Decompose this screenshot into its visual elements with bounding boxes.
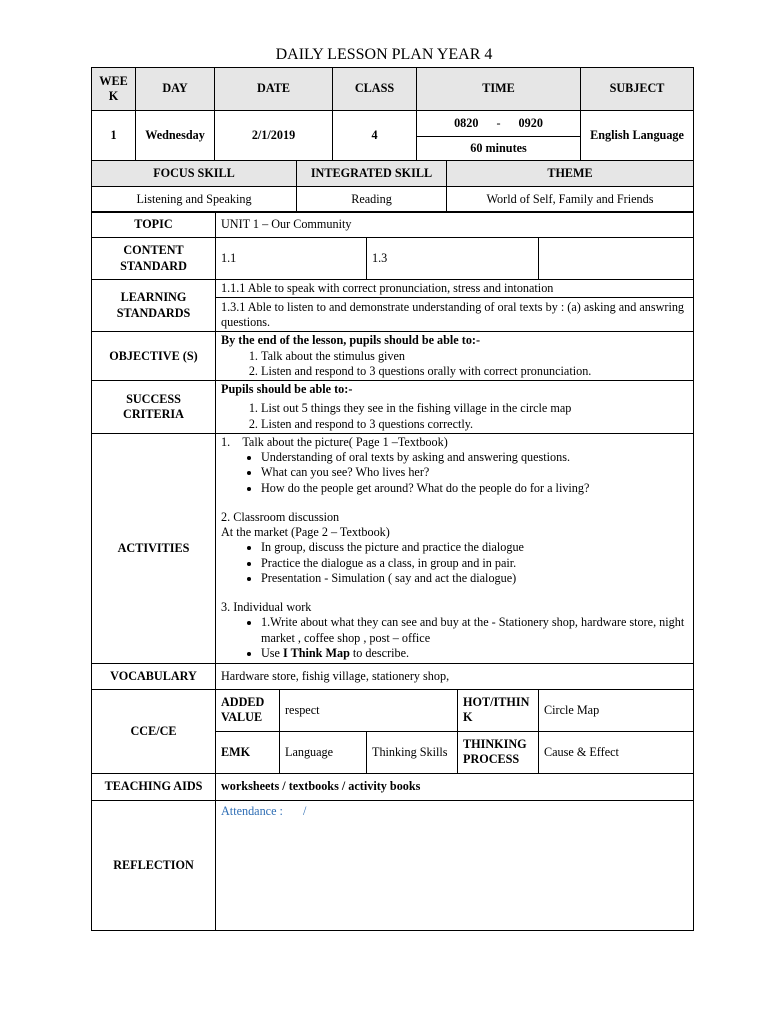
learning-standards-label: LEARNING STANDARDS [92,280,216,332]
objective-item: 2. Listen and respond to 3 questions orally with correct pronunciation. [261,364,688,379]
thinking-process-value: Cause & Effect [539,731,694,773]
teaching-aids-label: TEACHING AIDS [92,773,216,800]
success-criteria-content [216,381,694,434]
activities-content [216,433,694,663]
day-value: Wednesday [136,111,215,161]
thinking-process-label: THINKING PROCESS [458,731,539,773]
activities-label: ACTIVITIES [92,433,216,663]
success-criteria-item: 1. List out 5 things they see in the fishing village in the circle map [261,401,688,416]
activity-2-item: • In group, discuss the picture and practice the dialogue [261,540,688,555]
reflection-label: REFLECTION [92,800,216,930]
objective-label: OBJECTIVE (S) [92,332,216,381]
details-table [91,211,694,931]
subject-label: SUBJECT [581,68,694,111]
hot-label: HOT/ITHIN K [458,689,539,731]
activity-1-item: • Understanding of oral texts by asking and answering questions. [261,450,688,465]
activity-3-item: • 1.Write about what they can see and buy at the - Stationery shop, hardware store, night market , coffee shop , post – office [261,615,688,646]
week-label: WEE K [92,68,136,111]
success-criteria-label: SUCCESS CRITERIA [92,381,216,434]
success-criteria-item: 2. Listen and respond to 3 questions correctly. [261,417,688,432]
day-label: DAY [136,68,215,111]
added-value: respect [280,689,458,731]
emk-value-language: Language [280,731,367,773]
learning-standard-1: 1.1.1 Able to speak with correct pronunciation, stress and intonation [216,280,694,298]
reflection-content [216,800,694,930]
skills-table [91,160,694,213]
objective-intro: By the end of the lesson, pupils should be able to:- [221,333,481,348]
vocabulary-value: Hardware store, fishig village, stationery shop, [216,663,694,689]
activity-3-item: • Use I Think Map to describe. [261,646,688,661]
lesson-details [91,211,693,931]
activity-1-item: • How do the people get around? What do the people do for a living? [261,481,688,496]
activity-2-title: 2. Classroom discussion [221,509,340,524]
class-label: CLASS [333,68,417,111]
integrated-skill-value: Reading [297,187,447,213]
objective-item: 1. Talk about the stimulus given [261,349,688,364]
activity-2-subtitle: At the market (Page 2 – Textbook) [221,525,390,539]
activity-1-item: • What can you see? Who lives her? [261,465,688,480]
attendance-label: Attendance : [221,803,283,818]
time-separator: - [496,115,501,130]
activity-1-title: 1. Talk about the picture( Page 1 –Textbook) [221,434,448,449]
theme-value: World of Self, Family and Friends [447,187,694,213]
class-value: 4 [333,111,417,161]
subject-value: English Language [581,111,694,161]
skills-section [91,160,693,213]
page-title: DAILY LESSON PLAN YEAR 4 [275,46,493,63]
integrated-skill-label: INTEGRATED SKILL [297,161,447,187]
focus-skill-value: Listening and Speaking [92,187,297,213]
topic-label: TOPIC [92,212,216,238]
teaching-aids-value: worksheets / textbooks / activity books [216,773,694,800]
focus-skill-label: FOCUS SKILL [92,161,297,187]
header-section [91,67,693,161]
header-table [91,67,694,161]
activity-2-item: • Presentation - Simulation ( say and act the dialogue) [261,571,688,586]
vocabulary-label: VOCABULARY [92,663,216,689]
duration: 60 minutes [417,137,581,161]
content-standard-2: 1.3 [367,238,539,280]
content-standard-1: 1.1 [216,238,367,280]
activity-3-title: 3. Individual work [221,600,312,614]
time-end: 0920 [518,115,543,130]
time-range [417,111,581,137]
objective-content [216,332,694,381]
week-value: 1 [92,111,136,161]
success-criteria-intro: Pupils should be able to:- [221,382,353,396]
theme-label: THEME [447,161,694,187]
content-standard-label: CONTENT STANDARD [92,238,216,280]
added-value-label: ADDED VALUE [216,689,280,731]
date-value: 2/1/2019 [215,111,333,161]
content-standard-3 [539,238,694,280]
emk-value-thinking: Thinking Skills [367,731,458,773]
cce-label: CCE/CE [92,689,216,773]
time-label: TIME [417,68,581,111]
attendance-separator: / [302,803,307,818]
time-start: 0820 [454,115,479,130]
topic-value: UNIT 1 – Our Community [216,212,694,238]
activity-2-item: • Practice the dialogue as a class, in group and in pair. [261,556,688,571]
learning-standard-2: 1.3.1 Able to listen to and demonstrate understanding of oral texts by : (a) asking and answring questions. [216,298,694,332]
date-label: DATE [215,68,333,111]
hot-value: Circle Map [539,689,694,731]
emk-label: EMK [216,731,280,773]
